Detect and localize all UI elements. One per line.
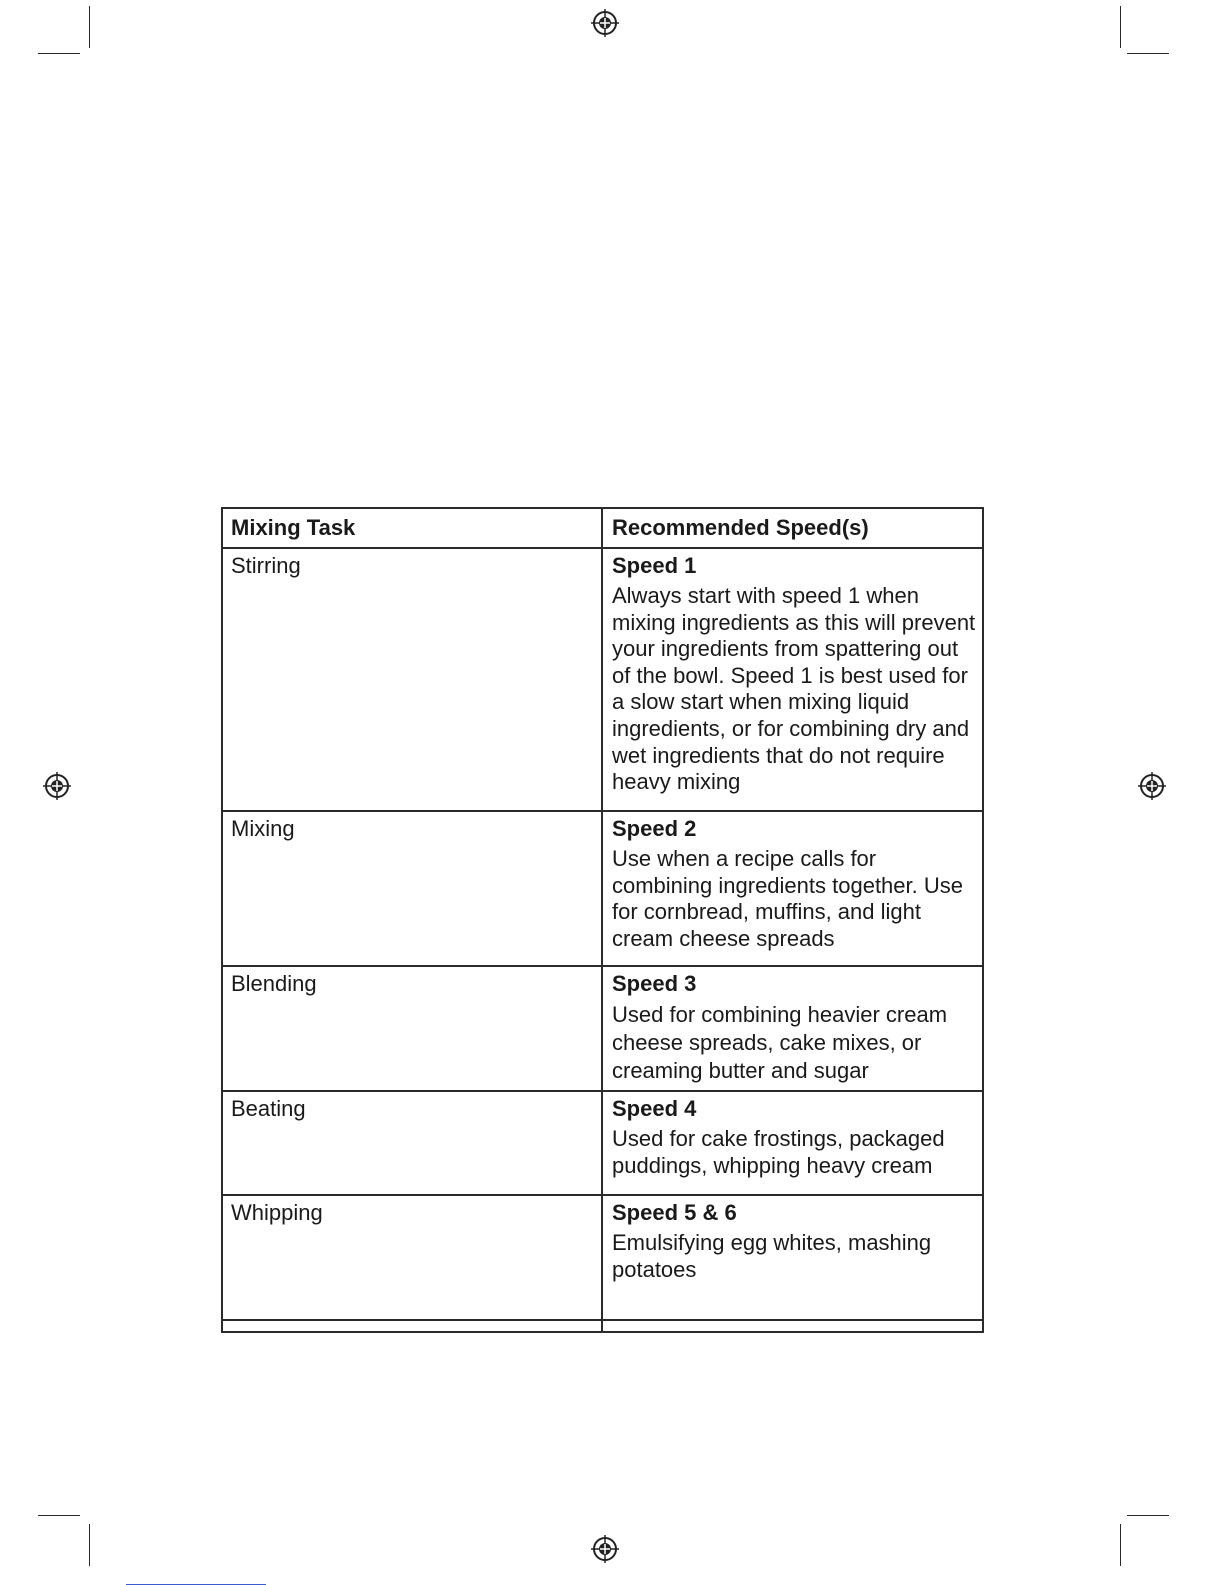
crop-mark (1127, 1515, 1169, 1516)
registration-mark-icon (590, 8, 620, 38)
table-header-cell (603, 509, 982, 547)
crop-mark (38, 53, 80, 54)
task-name: Blending (231, 971, 317, 996)
crop-mark (1120, 1524, 1121, 1566)
registration-mark-icon (42, 771, 72, 801)
speed-cell (603, 1319, 982, 1331)
speed-name: Speed 4 (612, 1096, 697, 1121)
speed-name: Speed 3 (612, 971, 697, 996)
speed-description: Use when a recipe calls for combining ingredients together. Use for cornbread, muffins, and light cream cheese spreads (612, 846, 963, 951)
task-name: Stirring (231, 553, 301, 578)
task-cell (223, 1090, 603, 1194)
speed-name: Speed 2 (612, 816, 697, 841)
speed-description: Used for combining heavier cream cheese spreads, cake mixes, or creaming butter and sugar (612, 1002, 948, 1083)
table-row (223, 810, 982, 967)
registration-mark-icon (1137, 771, 1167, 801)
crop-mark (1127, 53, 1169, 54)
crop-mark (89, 1524, 90, 1566)
speed-cell (603, 810, 982, 965)
task-name: Mixing (231, 816, 295, 841)
table-row-empty (223, 1319, 982, 1331)
table-header-row (223, 509, 982, 549)
table-row (223, 1090, 982, 1196)
header-recommended-speed: Recommended Speed(s) (612, 515, 869, 540)
speed-cell (603, 547, 982, 810)
task-cell (223, 965, 603, 1090)
crop-mark (1120, 6, 1121, 48)
speed-description: Used for cake frostings, packaged puddings, whipping heavy cream (612, 1126, 945, 1178)
crop-mark (89, 6, 90, 48)
speed-description: Emulsifying egg whites, mashing potatoes (612, 1230, 932, 1282)
table-header-cell (223, 509, 603, 547)
speed-cell (603, 1090, 982, 1194)
speed-cell (603, 965, 982, 1090)
task-cell (223, 1319, 603, 1331)
task-name: Whipping (231, 1200, 323, 1225)
task-name: Beating (231, 1096, 306, 1121)
table-row (223, 1194, 982, 1321)
speed-name: Speed 1 (612, 553, 697, 578)
speed-cell (603, 1194, 982, 1319)
table-row (223, 547, 982, 812)
header-mixing-task: Mixing Task (231, 515, 356, 540)
table-row (223, 965, 982, 1092)
speed-name: Speed 5 & 6 (612, 1200, 737, 1225)
registration-mark-icon (590, 1534, 620, 1564)
task-cell (223, 547, 603, 810)
task-cell (223, 1194, 603, 1319)
speed-description: Always start with speed 1 when mixing ingredients as this will prevent your ingredients from spattering out of the bowl. Speed 1 is best used for a slow start when mixing liquid ingredients, or for combining dry and wet ingredients that do not require heavy mixing (612, 583, 976, 795)
task-cell (223, 810, 603, 965)
crop-mark (38, 1515, 80, 1516)
mixing-speed-table (221, 507, 984, 1333)
